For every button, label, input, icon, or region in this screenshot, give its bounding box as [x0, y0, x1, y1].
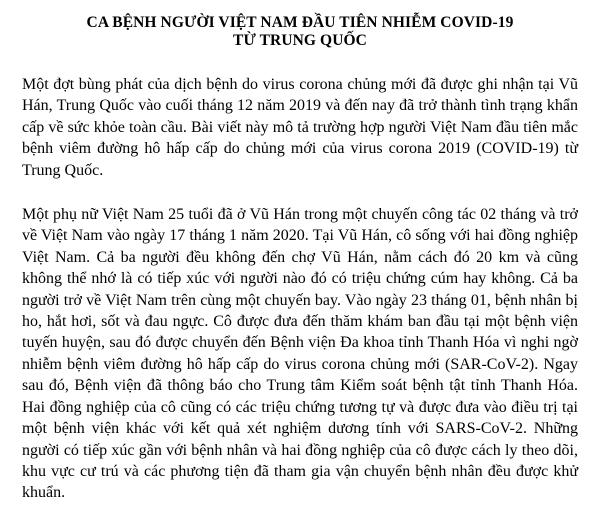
paragraph-introduction: Một đợt bùng phát của dịch bệnh do virus corona chủng mới đã được ghi nhận tại Vũ Hán, Trung Quốc vào cuối tháng 12 năm 2019 và đến nay đã trở thành tình trạng khẩn cấp về sức khỏe toàn cầu. Bài viết này mô tả trường hợp người Việt Nam đầu tiên mắc bệnh viêm đường hô hấp cấp do chủng mới của virus corona 2019 (COVID-19) từ Trung Quốc. — [22, 76, 578, 179]
document-title-line-2: TỪ TRUNG QUỐC — [233, 32, 367, 49]
document-title-line-1: CA BỆNH NGƯỜI VIỆT NAM ĐẦU TIÊN NHIỄM COVID-19 — [86, 14, 514, 31]
paragraph-case-description: Một phụ nữ Việt Nam 25 tuổi đã ở Vũ Hán trong một chuyến công tác 02 tháng và trở về Việt Nam vào ngày 17 tháng 1 năm 2020. Tại Vũ Hán, cô sống với hai đồng nghiệp Việt Nam. Cả ba người đều không đến chợ Vũ Hán, nằm cách đó 20 km và cũng không thể nhớ là có tiếp xúc với người nào đó có triệu chứng cúm hay không. Cả ba người trở về Việt Nam trên cùng một chuyến bay. Vào ngày 23 tháng 01, bệnh nhân bị ho, hắt hơi, sốt và đau ngực. Cô được đưa đến thăm khám ban đầu tại một bệnh viện tuyến huyện, sau đó được chuyển đến Bệnh viện Đa khoa tỉnh Thanh Hóa vì nghi ngờ nhiễm bệnh viêm đường hô hấp cấp do virus corona chủng mới (SAR-CoV-2). Ngay sau đó, Bệnh viện đã thông báo cho Trung tâm Kiểm soát bệnh tật tỉnh Thanh Hóa. Hai đồng nghiệp của cô cũng có các triệu chứng tương tự và được đưa vào điều trị tại một bệnh viện khác với kết quả xét nghiệm dương tính với SARS-CoV-2. Những người có tiếp xúc gần với bệnh nhân và hai đồng nghiệp của cô được cách ly theo dõi, khu vực cư trú và các phương tiện đã tham gia vận chuyển bệnh nhân đều được khử khuẩn. — [22, 206, 578, 502]
document-title — [22, 14, 578, 50]
